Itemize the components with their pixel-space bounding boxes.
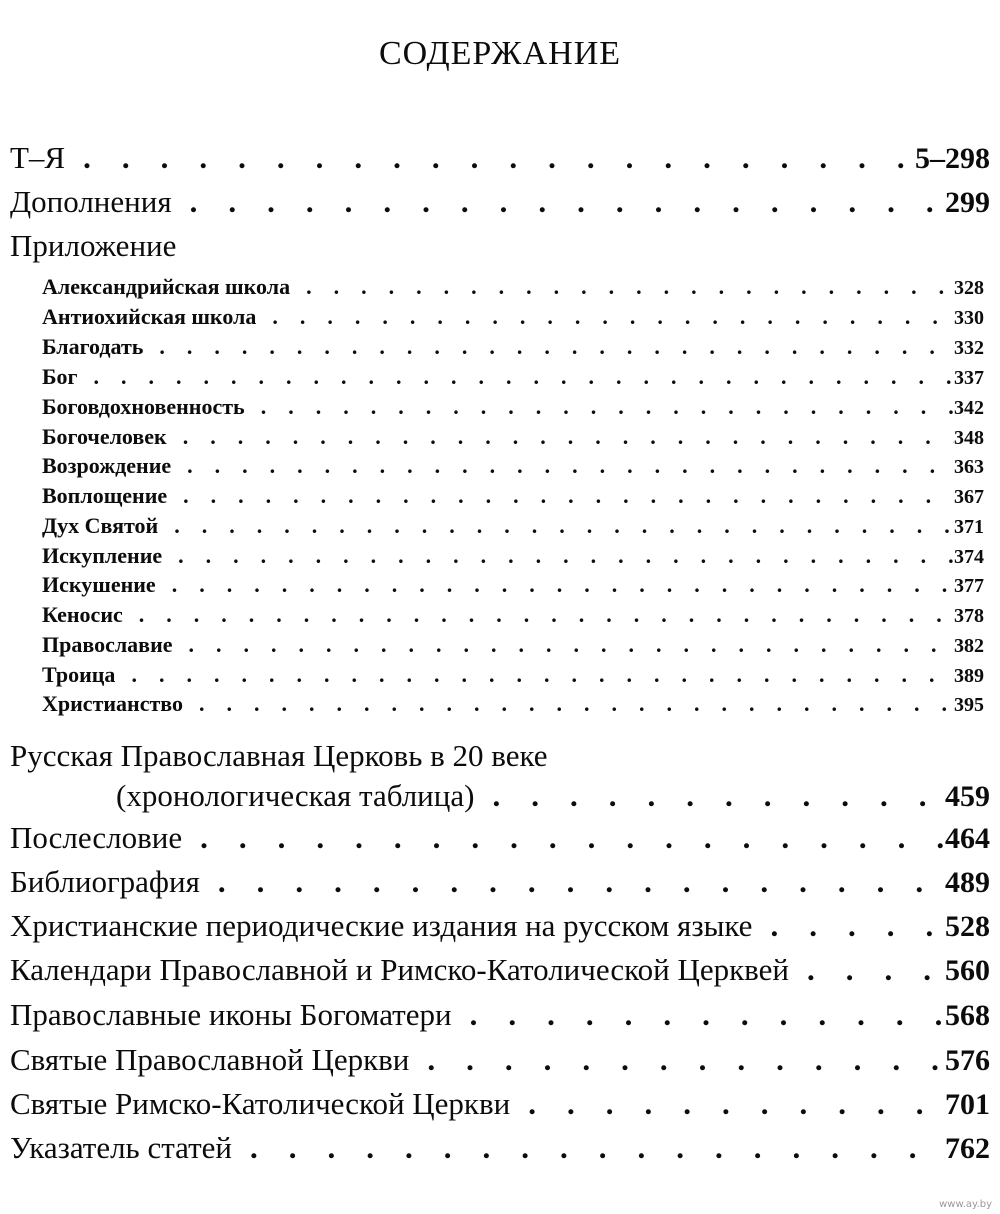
appendix-item [0,392,1000,423]
toc-entry-page: 489 [945,866,990,899]
appendix-item-label: Возрождение [42,453,172,478]
toc-entry-label: Указатель статей [10,1130,232,1165]
toc-leader-dots [409,1040,945,1080]
appendix-item-page: 332 [954,337,984,359]
appendix-item-page: 382 [954,635,984,657]
toc-leader-dots [143,332,954,362]
toc-entry-label: Православные иконы Богоматери [10,997,452,1032]
toc-leader-dots [115,660,954,690]
appendix-item [0,332,1000,363]
appendix-item-page: 342 [954,397,984,419]
appendix-item [0,570,1000,601]
toc-entry-article-index [0,1128,1000,1169]
appendix-item [0,451,1000,482]
toc-leader-dots [245,392,954,422]
toc-entry-label: Библиография [10,864,200,899]
toc-leader-dots [232,1128,945,1168]
appendix-item-page: 367 [954,486,984,508]
toc-leader-dots [173,630,954,660]
appendix-item-page: 363 [954,456,984,478]
appendix-item [0,511,1000,542]
toc-entry-page: 576 [945,1044,990,1077]
toc-entry-icons [0,995,1000,1036]
toc-entry-page: 568 [945,999,990,1032]
toc-entry-page: 762 [945,1132,990,1165]
toc-entry-church-line2 [0,776,1000,817]
appendix-item-label: Христианство [42,691,184,716]
toc-entry-label: Календари Православной и Римско-Католической Церквей [10,952,789,987]
appendix-item [0,689,1000,720]
toc-leader-dots [162,541,954,571]
appendix-heading: Приложение [10,228,177,263]
toc-entry-label: Святые Римско-Католической Церкви [10,1086,511,1121]
toc-entry-label: Послесловие [10,820,183,855]
appendix-item-label: Воплощение [42,483,168,508]
toc-entry-page: 528 [945,910,990,943]
appendix-item [0,660,1000,691]
appendix-item-page: 348 [954,427,984,449]
toc-leader-dots [510,1084,945,1124]
appendix-item-label: Антиохийская школа [42,304,257,329]
appendix-item-page: 395 [954,694,984,716]
toc-entry-t-ya [0,138,1000,179]
toc-leader-dots [171,451,954,481]
toc-leader-dots [452,995,945,1035]
toc-leader-dots [200,862,945,902]
toc-leader-dots [167,422,954,452]
appendix-item-page: 371 [954,516,984,538]
appendix-item-label: Боговдохновенность [42,394,245,419]
appendix-item-label: Православие [42,632,173,657]
toc-leader-dots [158,511,954,541]
appendix-item [0,600,1000,631]
appendix-item [0,302,1000,333]
toc-leader-dots [256,302,954,332]
toc-leader-dots [123,600,954,630]
toc-entry-page: 299 [945,186,990,219]
appendix-item [0,630,1000,661]
appendix-item-page: 377 [954,575,984,597]
appendix-item-label: Искупление [42,543,163,568]
appendix-item-page: 328 [954,277,984,299]
toc-leader-dots [167,481,954,511]
appendix-item-page: 389 [954,665,984,687]
toc-entry-additions [0,182,1000,223]
appendix-item-label: Дух Святой [42,513,159,538]
appendix-item-label: Бог [42,364,78,389]
appendix-item-label: Александрийская школа [42,274,291,299]
toc-entry-label: Дополнения [10,184,172,219]
page-title: СОДЕРЖАНИЕ [378,35,622,72]
toc-leader-dots [789,950,945,990]
toc-entry-label: Святые Православной Церкви [10,1042,410,1077]
toc-leader-dots [172,182,945,222]
appendix-item [0,541,1000,572]
appendix-item [0,272,1000,303]
toc-entry-label: Христианские периодические издания на русском языке [10,908,753,943]
toc-entry-label: Т–Я [10,140,66,175]
appendix-item-label: Богочеловек [42,424,167,449]
toc-entry-catholic-saints [0,1084,1000,1125]
toc-leader-dots [290,272,954,302]
appendix-item-label: Троица [42,662,116,687]
toc-entry-calendars [0,950,1000,991]
toc-leader-dots [182,818,945,858]
appendix-item [0,422,1000,453]
toc-leader-dots [78,362,954,392]
toc-entry-page: 464 [945,822,990,855]
appendix-item-label: Кеносис [42,602,123,627]
toc-entry-orthodox-saints [0,1040,1000,1081]
toc-entry-page: 560 [945,954,990,987]
watermark: www.ay.by [939,1199,992,1210]
toc-entry-page: 5–298 [915,142,990,175]
toc-entry-bibliography [0,862,1000,903]
appendix-item [0,362,1000,393]
appendix-item-label: Благодать [42,334,144,359]
appendix-item-page: 337 [954,367,984,389]
toc-leader-dots [183,689,954,719]
toc-leader-dots [752,906,945,946]
toc-entry-page: 701 [945,1088,990,1121]
toc-leader-dots [156,570,954,600]
toc-entry-page: 459 [945,780,990,813]
appendix-item [0,481,1000,512]
appendix-item-label: Искушение [42,572,156,597]
toc-entry-label: (хронологическая таблица) [116,778,475,813]
toc-leader-dots [474,776,945,816]
appendix-item-page: 374 [954,546,984,568]
toc-entry-periodicals [0,906,1000,947]
appendix-item-page: 330 [954,307,984,329]
toc-entry-afterword [0,818,1000,859]
appendix-item-page: 378 [954,605,984,627]
toc-entry-church-line1: Русская Православная Церковь в 20 веке [10,738,548,773]
toc-leader-dots [65,138,915,178]
